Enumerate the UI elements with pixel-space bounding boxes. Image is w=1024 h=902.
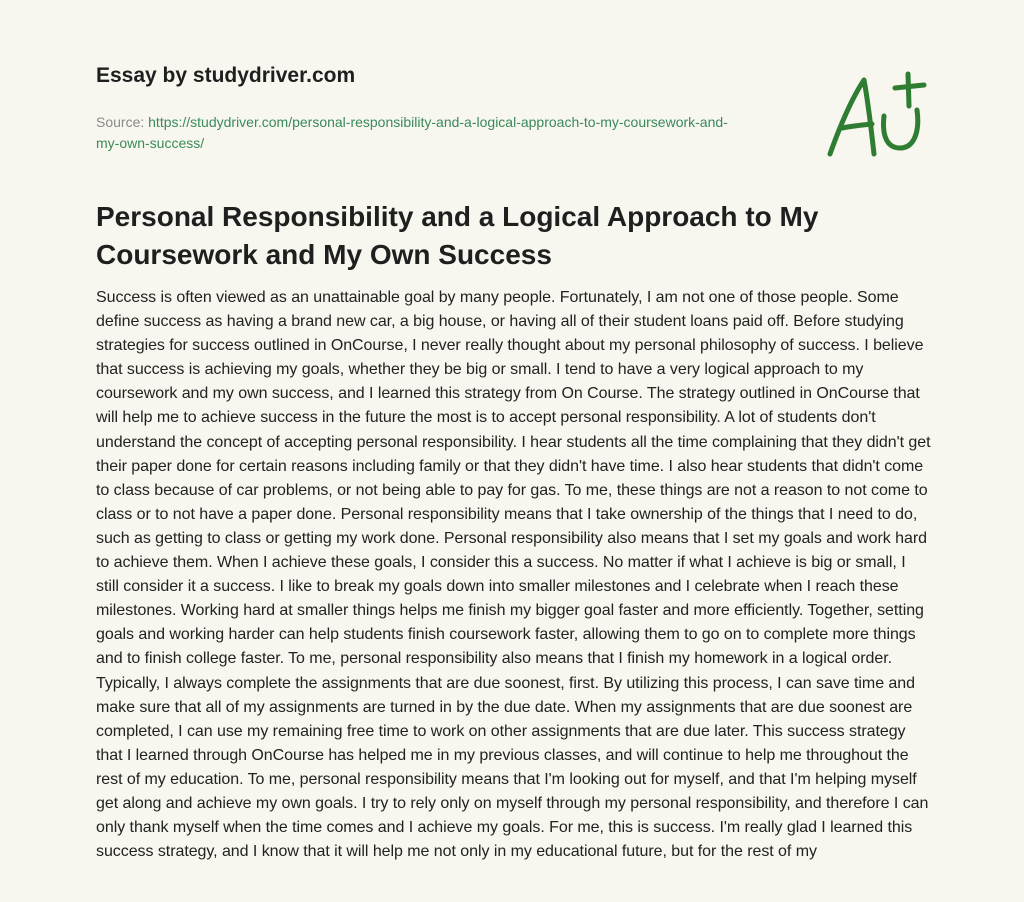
a-plus-grade-icon — [820, 66, 932, 166]
site-title: Essay by studydriver.com — [96, 64, 356, 87]
source-label: Source: — [96, 114, 145, 130]
essay-title: Personal Responsibility and a Logical Approach to My Coursework and My Own Success — [96, 201, 819, 270]
source-link[interactable]: https://studydriver.com/personal-responsibility-and-a-logical-approach-to-my-coursework-and-my-own-success/ — [96, 114, 728, 151]
essay-body: Success is often viewed as an unattainable goal by many people. Fortunately, I am not one of those people. Some define success as having a brand new car, a big house, or having all of their student loans paid off. Before studying strategies for success outlined in OnCourse, I never really thought about my personal philosophy of success. I believe that success is achieving my goals, whether they be big or small. I tend to have a very logical approach to my coursework and my own success, and I learned this strategy from On Course. The strategy outlined in OnCourse that will help me to achieve success in the future the most is to accept personal responsibility. A lot of students don't understand the concept of accepting personal responsibility. I hear students all the time complaining that they didn't get their paper done for certain reasons including family or that they didn't have time. I also hear students that didn't come to class because of car problems, or not being able to pay for gas. To me, these things are not a reason to not come to class or to not have a paper done. Personal responsibility means that I take ownership of the things that I need to do, such as getting to class or getting my work done. Personal responsibility also means that I set my goals and work hard to achieve them. When I achieve these goals, I consider this a success. No matter if what I achieve is big or small, I still consider it a success. I like to break my goals down into smaller milestones and I celebrate when I reach these milestones. Working hard at smaller things helps me finish my bigger goal faster and more efficiently. Together, setting goals and working harder can help students finish coursework faster, allowing them to go on to complete more things and to finish college faster. To me, personal responsibility also means that I finish my homework in a logical order. Typically, I always complete the assignments that are due soonest, first. By utilizing this process, I can save time and make sure that all of my assignments are turned in by the due date. When my assignments that are due soonest are completed, I can use my remaining free time to work on other assignments that are due later. This success strategy that I learned through OnCourse has helped me in my previous classes, and will continue to help me throughout the rest of my education. To me, personal responsibility means that I'm looking out for myself, and that I'm helping myself get along and achieve my own goals. I try to rely only on myself through my personal responsibility, and therefore I can only thank myself when the time comes and I achieve my goals. For me, this is success. I'm really glad I learned this success strategy, and I know that it will help me not only in my educational future, but for the rest of my — [96, 289, 931, 861]
source-line — [96, 112, 736, 154]
